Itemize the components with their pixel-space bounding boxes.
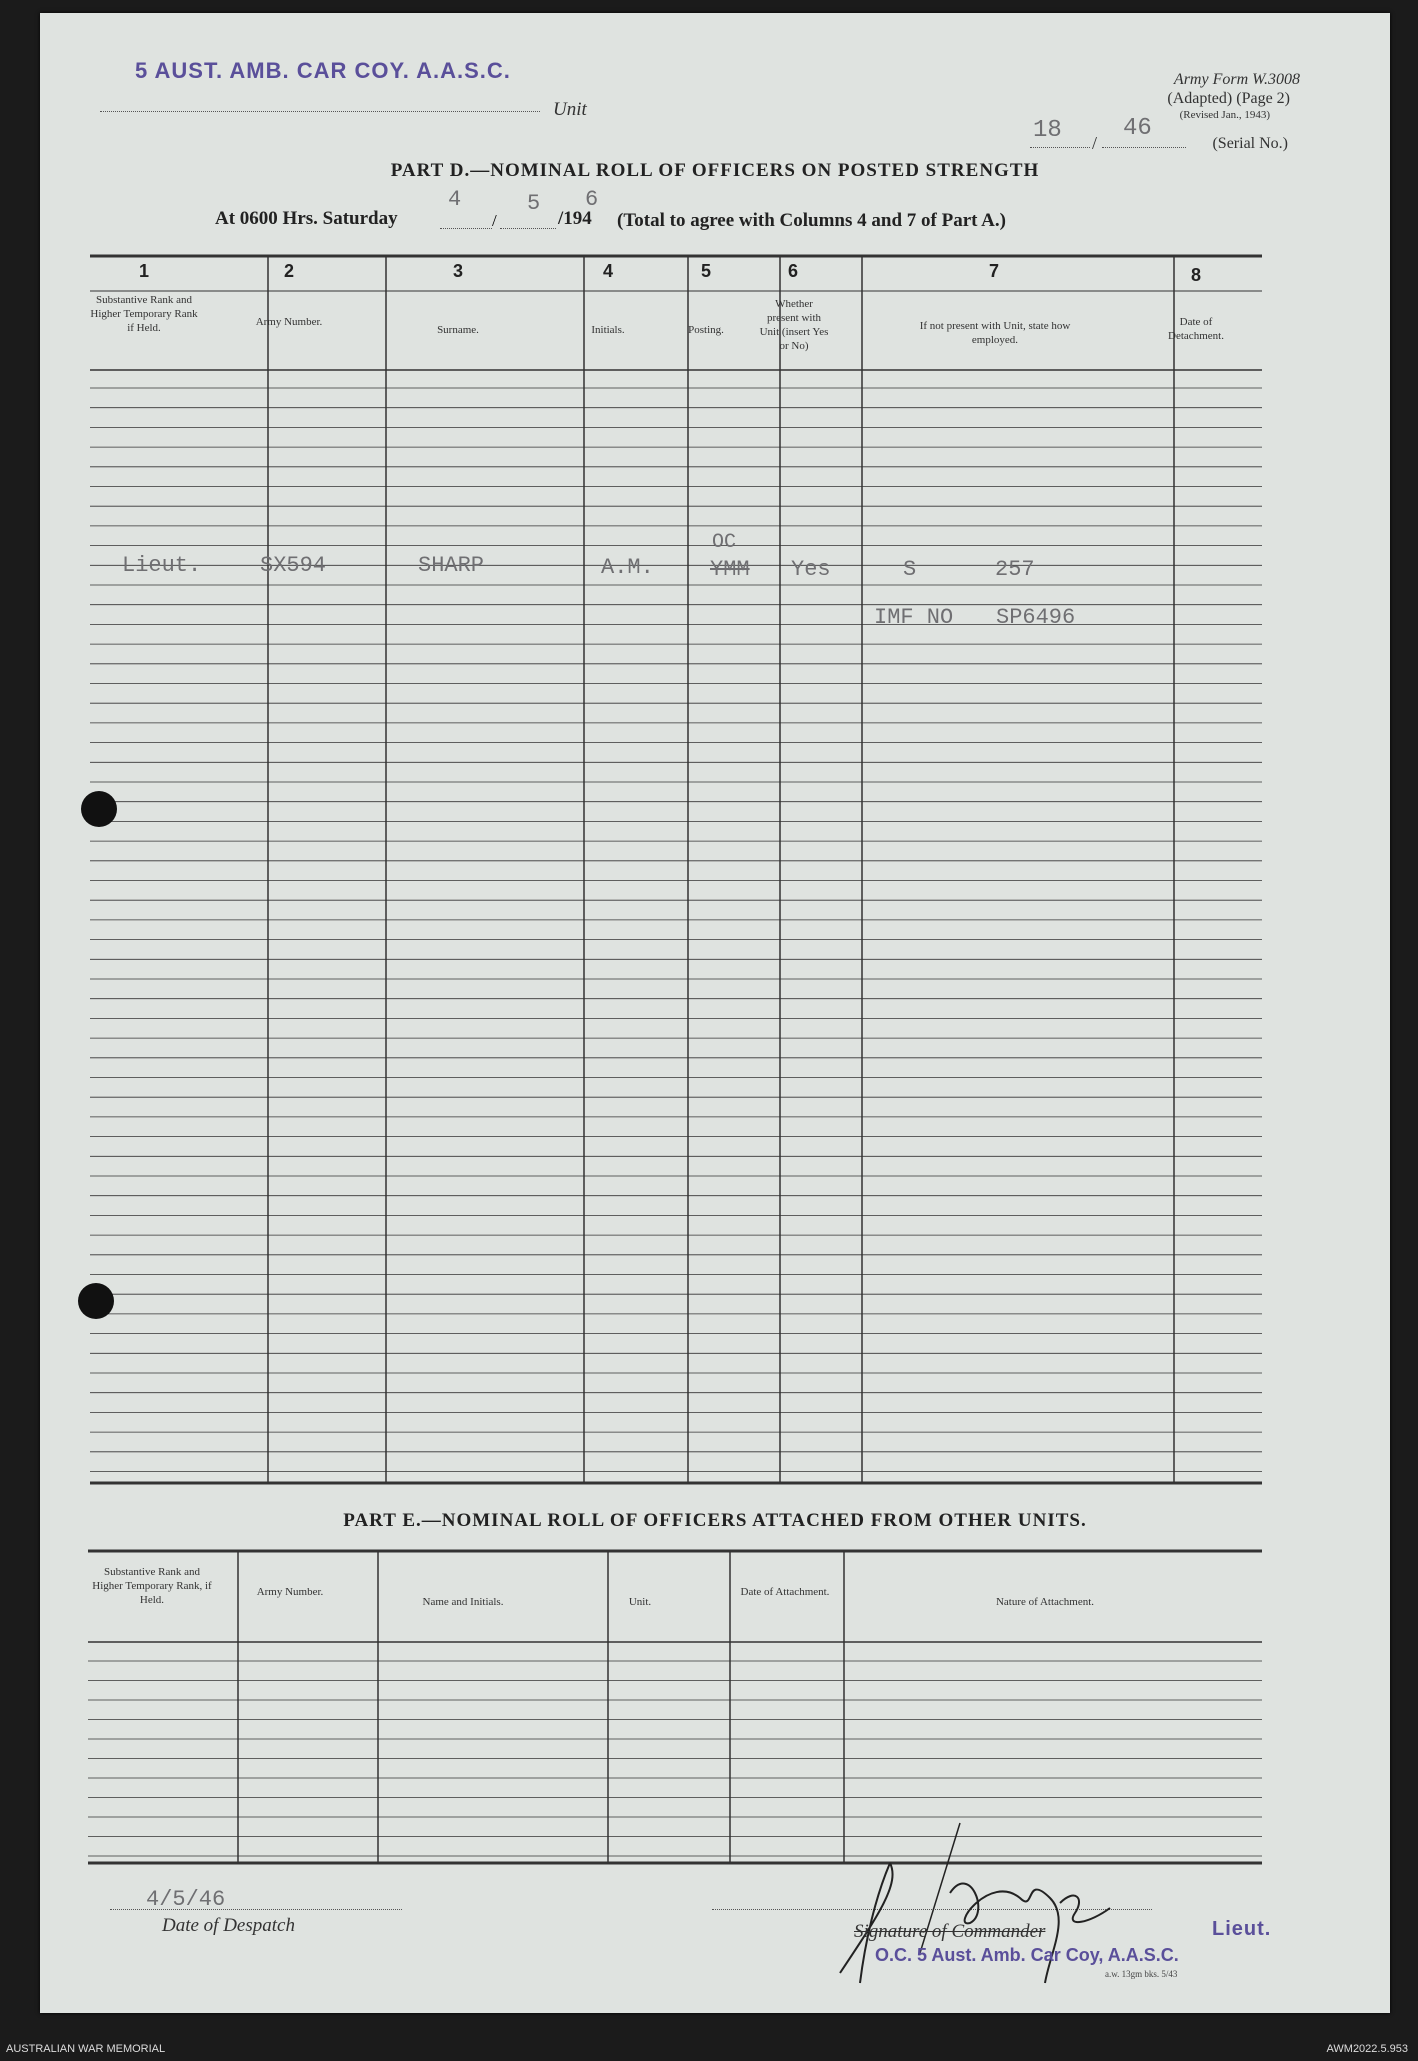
part-d-title: PART D.—NOMINAL ROLL OF OFFICERS ON POSTED STRENGTH [390,160,1040,181]
unit-stamp: 5 AUST. AMB. CAR COY. A.A.S.C. [135,58,511,83]
col-num-1: 1 [138,261,149,281]
col-label-employed: If not present with Unit, state how employed. [919,320,1071,346]
col-num-6: 6 [787,261,798,281]
entry-employed-1: S [903,557,917,582]
entry-initials: A.M. [601,555,654,580]
entry-posting-top: OC [712,531,737,554]
serial-number: 18 [1033,117,1062,144]
col-num-4: 4 [602,261,613,281]
form-adapted: (Adapted) (Page 2) [1167,90,1290,107]
signature-label: Signature of Commander [854,1921,1046,1942]
date-day: 4 [448,187,462,212]
entry-employed-3: IMF NO [874,605,954,630]
unit-label: Unit [553,99,587,120]
archive-id: AWM2022.5.953 [1326,2043,1408,2055]
e-col-label-date: Date of Attachment. [740,1586,830,1598]
total-note: (Total to agree with Columns 4 and 7 of Part A.) [617,210,1006,231]
col-label-army-number: Army Number. [255,316,323,328]
despatch-date: 4/5/46 [146,1887,226,1912]
form-sheet: 5 AUST. AMB. CAR COY. A.A.S.C. Unit Army Form W.3008 (Adapted) (Page 2) (Revised Jan., 1943) 18 46 / (Serial No.) PART D.—NOMINAL ROLL OF OFFICERS ON POSTED STRENGTH At 0600 Hrs. Saturday 4 / 5 /194 6 (Total to agree with Columns 4 and 7 of Part A.) 1 2 3 4 5 6 7 8 Substantive Rank and Higher Temporary Rank if Held. Army Number. Surname. Initials. Posting. Whether present with Unit (insert Yes or No) If not present with Unit, state how employed. Date of Detachment. Lieut. SX594 SHARP A.M. OC YMM Yes S 257 IMF NO SP6496 PART E.—NOMINAL ROLL OF OFFICERS ATTACHED FROM OTHER UNITS. Substantive Rank and Higher Temporary Rank, if Held. Army Number. Name and Initials. Unit. Date of Attachment. Nature of Attachment. 4/5/46 Date of Despatch Signature of Commander Lieut. O.C. 5 Aust. Amb. Car Coy, A.A.S.C. a.w. 13gm bks. 5/43 [40,13,1390,2013]
entry-army-number: SX594 [260,553,327,578]
part-e-title: PART E.—NOMINAL ROLL OF OFFICERS ATTACHED FROM OTHER UNITS. [343,1510,1087,1531]
col-label-rank: Substantive Rank and Higher Temporary Rank if Held. [90,294,198,334]
col-label-posting: Posting. [688,324,724,336]
col-num-7: 7 [988,261,999,281]
date-year-digit: 6 [585,187,599,212]
col-num-3: 3 [452,261,463,281]
e-col-label-name: Name and Initials. [422,1596,504,1608]
punch-hole-bottom [78,1283,114,1319]
printer-note: a.w. 13gm bks. 5/43 [1105,1969,1178,1979]
archive-footer [0,2037,1418,2061]
date-prefix: At 0600 Hrs. Saturday [215,208,398,229]
form-revised: (Revised Jan., 1943) [1179,109,1270,121]
date-year-prefix: /194 [558,208,592,229]
col-num-2: 2 [283,261,294,281]
date-month: 5 [527,191,541,216]
rank-stamp: Lieut. [1212,1918,1272,1940]
entry-posting-struck: YMM [710,557,750,582]
col-num-8: 8 [1190,265,1201,285]
e-col-label-army-number: Army Number. [256,1586,324,1598]
despatch-label: Date of Despatch [162,1915,295,1936]
col-num-5: 5 [700,261,711,281]
punch-hole-top [81,791,117,827]
e-col-label-nature: Nature of Attachment. [995,1596,1095,1608]
col-label-present: Whether present with Unit (insert Yes or No) [759,298,829,352]
entry-rank: Lieut. [122,553,202,578]
e-col-label-rank: Substantive Rank and Higher Temporary Rank, if Held. [92,1566,212,1606]
entry-surname: SHARP [418,553,485,578]
col-label-initials: Initials. [591,324,625,336]
entry-employed-2: 257 [995,557,1035,582]
oc-stamp: O.C. 5 Aust. Amb. Car Coy, A.A.S.C. [875,1945,1179,1965]
form-number: Army Form W.3008 [1173,71,1300,88]
col-label-surname: Surname. [437,324,479,336]
entry-employed-4: SP6496 [996,605,1076,630]
serial-year: 46 [1123,115,1152,142]
col-label-detachment: Date of Detachment. [1168,316,1224,342]
e-col-label-unit: Unit. [628,1596,652,1608]
entry-present: Yes [791,557,831,582]
archive-name: AUSTRALIAN WAR MEMORIAL [6,2043,166,2055]
part-d-grid [40,13,1390,2013]
serial-label: (Serial No.) [1212,135,1288,152]
